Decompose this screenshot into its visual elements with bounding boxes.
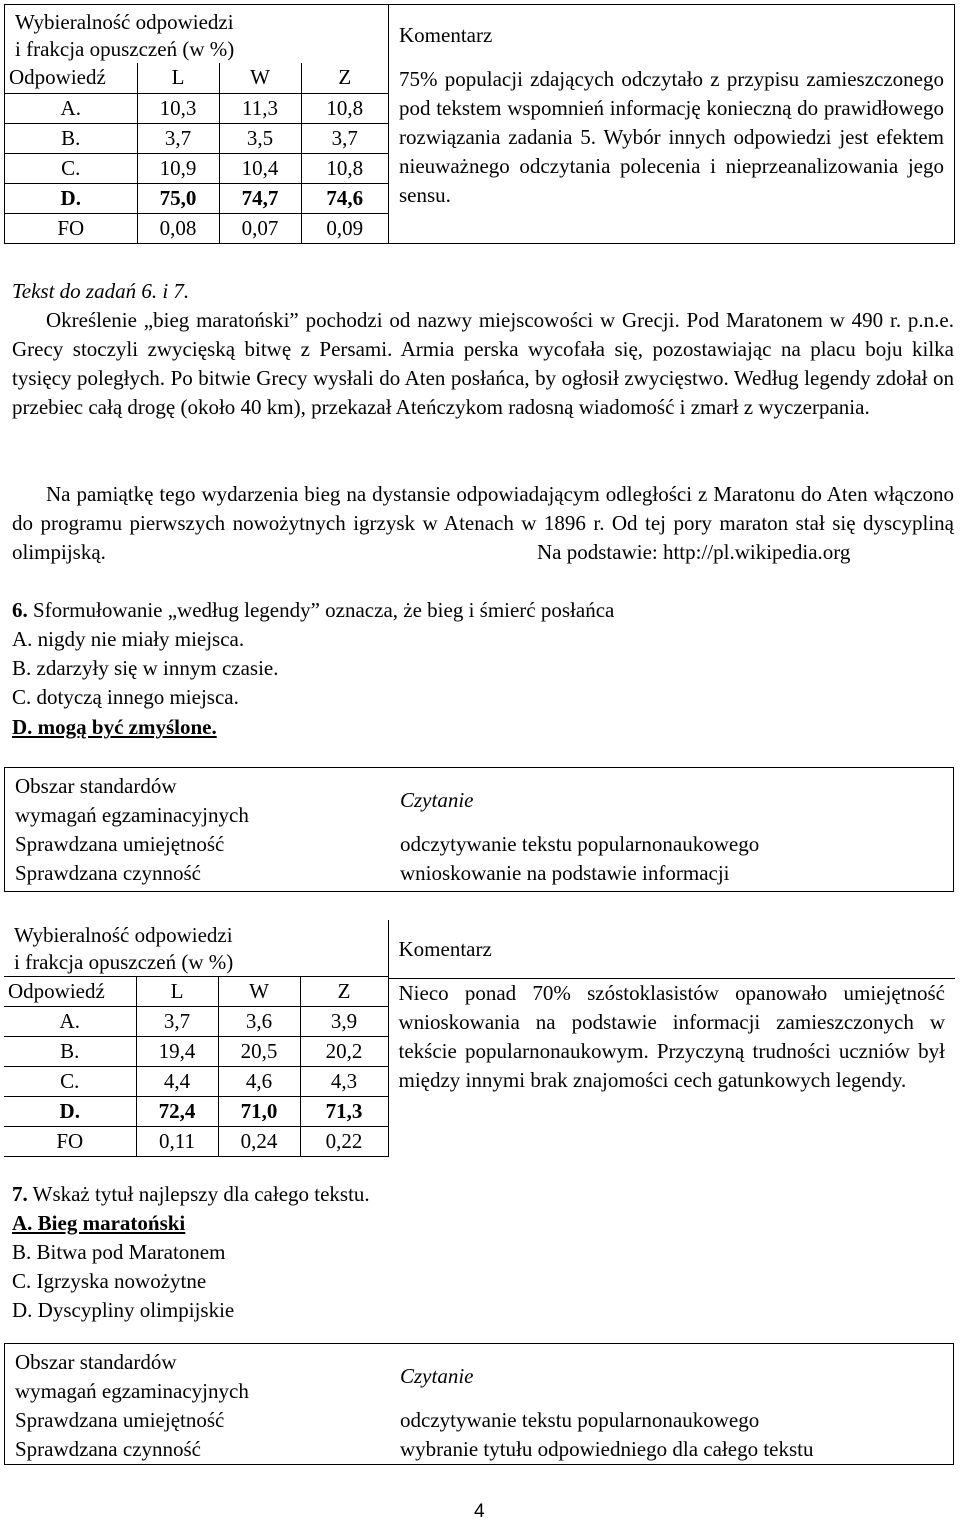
table-row [5,213,388,243]
answer-stats-table-2 [4,920,955,1157]
skill-label: Sprawdzana umiejętność [15,832,225,856]
table-row [4,1037,388,1067]
option-correct: A. Bieg maratoński [12,1211,186,1235]
value-cell: 3,7 [137,123,219,153]
col-header: Odpowiedź [5,63,137,93]
standards-area-label-1: Obszar standardów [15,1350,177,1374]
value-cell: 72,4 [136,1097,218,1127]
value-cell: 0,11 [136,1127,218,1157]
col-header: Z [301,63,388,93]
option-correct: D. mogą być zmyślone. [12,715,217,739]
komentarz-text: Nieco ponad 70% szóstoklasistów opanowało umiejętność wnioskowania na podstawie informacji zamieszczonych w tekście popularnonaukowym. Przyczyną trudności uczniów był między innymi brak znajomości cech gatunkowych legendy. [389,978,956,1095]
value-cell: 20,5 [218,1037,300,1067]
value-cell: 3,7 [301,123,388,153]
value-cell: 10,8 [301,153,388,183]
answer-cell: FO [4,1127,136,1157]
value-cell: 75,0 [137,183,219,213]
table-row-correct [5,183,388,213]
activity-value: wybranie tytułu odpowiedniego dla całego tekstu [400,1437,814,1461]
col-header: W [218,977,300,1007]
question-number: 7. [12,1182,28,1206]
col-header: L [137,63,219,93]
text-source: Na podstawie: http://pl.wikipedia.org [537,540,851,564]
option-d: D. Dyscypliny olimpijskie [12,1298,235,1322]
standards-area-label-1: Obszar standardów [15,774,177,798]
standards-box-1 [4,767,954,892]
page-number: 4 [474,1501,485,1522]
table-row [5,63,388,93]
standards-area-value: Czytanie [400,1364,474,1388]
table-row [5,153,388,183]
value-cell: 19,4 [136,1037,218,1067]
value-cell: 3,5 [219,123,301,153]
option-a: A. nigdy nie miały miejsca. [12,627,245,651]
standards-area-value: Czytanie [400,788,474,812]
komentarz-heading: Komentarz [398,936,492,961]
stats-grid [5,63,388,243]
activity-value: wnioskowanie na podstawie informacji [400,861,730,885]
col-header: W [219,63,301,93]
question-7-prompt [12,1180,370,1209]
comment-cell [388,920,955,1157]
table-row [4,1127,388,1157]
value-cell: 0,09 [301,213,388,243]
answer-cell: A. [5,93,137,123]
value-cell: 74,6 [301,183,388,213]
stats-header-line1: Wybieralność odpowiedzi [15,10,234,34]
answer-cell: C. [4,1067,136,1097]
option-b: B. Bitwa pod Maratonem [12,1240,226,1264]
question-6-prompt [12,596,614,625]
table-row [5,123,388,153]
answer-cell: FO [5,213,137,243]
answer-cell: C. [5,153,137,183]
stats-cell [5,5,389,244]
table-row [4,1067,388,1097]
value-cell: 74,7 [219,183,301,213]
question-text: Sformułowanie „według legendy” oznacza, że bieg i śmierć posłańca [27,598,615,622]
value-cell: 0,22 [300,1127,388,1157]
komentarz-heading: Komentarz [399,22,493,47]
text-heading: Tekst do zadań 6. i 7. [12,279,190,303]
value-cell: 20,2 [300,1037,388,1067]
value-cell: 4,3 [300,1067,388,1097]
komentarz-text: 75% populacji zdających odczytało z przypisu zamieszczonego pod tekstem wspomnień informację konieczną do prawidłowego rozwiązania zadania 5. Wybór innych odpowiedzi jest efektem nieuważnego odczytania polecenia i nieprzeanalizowania jego sensu. [399,67,944,207]
stats-header-line2: i frakcja opuszczeń (w %) [15,37,235,61]
table-row-correct [4,1097,388,1127]
stats-header-line2: i frakcja opuszczeń (w %) [14,950,234,974]
answer-cell: D. [5,183,137,213]
value-cell: 71,3 [300,1097,388,1127]
standards-box-2 [4,1343,954,1465]
option-b: B. zdarzyły się w innym czasie. [12,656,279,680]
table-row [5,93,388,123]
value-cell: 3,7 [136,1007,218,1037]
value-cell: 4,6 [218,1067,300,1097]
value-cell: 71,0 [218,1097,300,1127]
stats-header [5,5,388,63]
table-row [4,977,388,1007]
value-cell: 10,4 [219,153,301,183]
standards-area-label-2: wymagań egzaminacyjnych [15,803,249,827]
table-row [4,1007,388,1037]
activity-label: Sprawdzana czynność [15,861,202,885]
value-cell: 3,9 [300,1007,388,1037]
value-cell: 10,8 [301,93,388,123]
comment-cell [389,5,955,244]
stats-header [4,920,388,976]
value-cell: 10,3 [137,93,219,123]
text-paragraph-2: Na pamiątkę tego wydarzenia bieg na dystansie odpowiadającym odległości z Maratonu do Aten włączono do programu pierwszych nowożytnych igrzysk w Atenach w 1896 r. Od tej pory maraton stał się dyscypliną olimpijską. [12,482,954,564]
answer-cell: B. [5,123,137,153]
answer-cell: B. [4,1037,136,1067]
answer-cell: D. [4,1097,136,1127]
col-header: L [136,977,218,1007]
stats-header-line1: Wybieralność odpowiedzi [14,923,233,947]
value-cell: 0,24 [218,1127,300,1157]
skill-value: odczytywanie tekstu popularnonaukowego [400,832,760,856]
option-c: C. dotyczą innego miejsca. [12,685,239,709]
stats-grid [4,976,388,1157]
value-cell: 3,6 [218,1007,300,1037]
value-cell: 0,07 [219,213,301,243]
text-paragraph-1: Określenie „bieg maratoński” pochodzi od nazwy miejscowości w Grecji. Pod Maratonem w 490 r. p.n.e. Grecy stoczyli zwycięską bitwę z Persami. Armia perska wycofała się, pozostawiając na placu boju kilka tysięcy poległych. Po bitwie Grecy wysłali do Aten posłańca, by ogłosił zwycięstwo. Według legendy zdołał on przebiec całą drogę (około 40 km), przekazał Ateńczykom radosną wiadomość i zmarł z wyczerpania. [12,308,954,419]
value-cell: 4,4 [136,1067,218,1097]
answer-cell: A. [4,1007,136,1037]
activity-label: Sprawdzana czynność [15,1437,202,1461]
standards-area-label-2: wymagań egzaminacyjnych [15,1379,249,1403]
skill-label: Sprawdzana umiejętność [15,1408,225,1432]
col-header: Z [300,977,388,1007]
option-c: C. Igrzyska nowożytne [12,1269,207,1293]
col-header: Odpowiedź [4,977,136,1007]
value-cell: 11,3 [219,93,301,123]
question-text: Wskaż tytuł najlepszy dla całego tekstu. [27,1182,370,1206]
value-cell: 0,08 [137,213,219,243]
answer-stats-table-1 [4,4,955,244]
question-number: 6. [12,598,28,622]
skill-value: odczytywanie tekstu popularnonaukowego [400,1408,760,1432]
value-cell: 10,9 [137,153,219,183]
stats-cell [4,920,388,1157]
